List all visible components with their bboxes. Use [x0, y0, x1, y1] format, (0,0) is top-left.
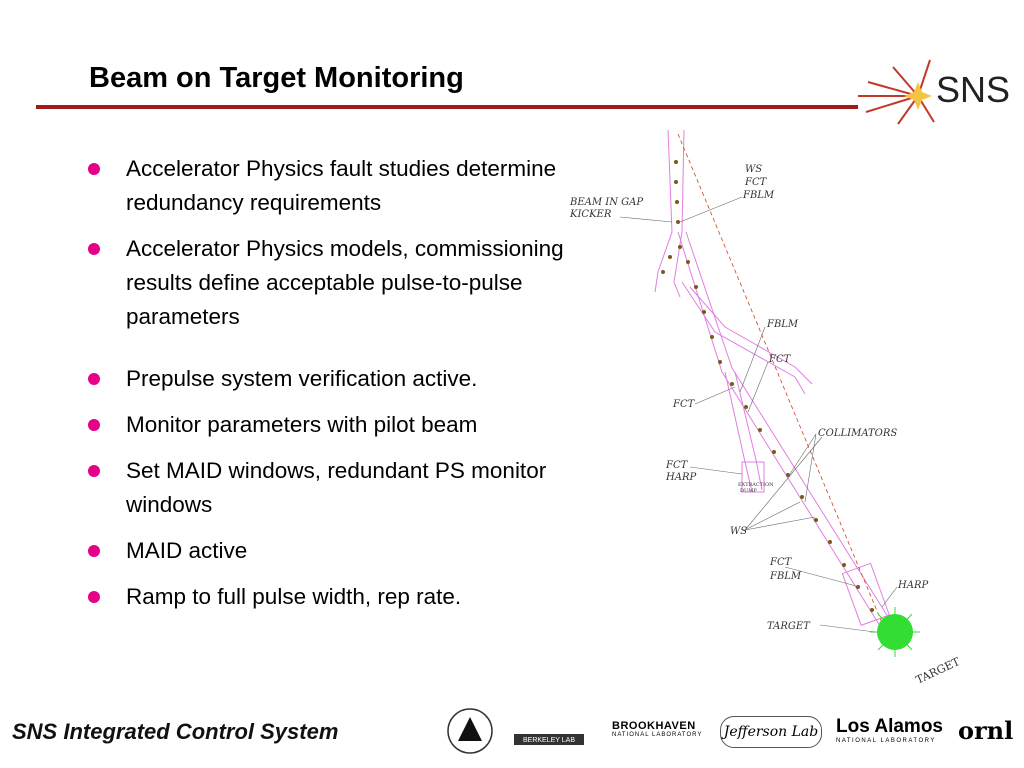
bullet-dot-icon	[88, 243, 100, 255]
label-dump: DUMP	[740, 488, 757, 494]
label-fct-4: FCT	[666, 460, 688, 471]
los-alamos-logo: Los Alamos NATIONAL LABORATORY	[836, 716, 943, 744]
bullet-item: Prepulse system verification active.	[88, 362, 618, 396]
label-harp: HARP	[666, 472, 697, 483]
label-fblm-3: FBLM	[770, 571, 802, 582]
label-target-rotated: TARGET	[913, 655, 962, 687]
bullet-item: Set MAID windows, redundant PS monitor windows	[88, 454, 618, 522]
beamline-diagram	[560, 122, 1024, 692]
label-extraction: EXTRACTION	[738, 482, 774, 488]
label-beam-in-gap: BEAM IN GAP	[570, 197, 644, 208]
bullet-item: Accelerator Physics fault studies determine redundancy requirements	[88, 152, 618, 220]
ornl-logo: ornl	[958, 716, 1014, 745]
bullet-dot-icon	[88, 591, 100, 603]
argonne-logo	[446, 705, 494, 757]
label-harp-2: HARP	[898, 580, 929, 591]
label-target: TARGET	[767, 621, 810, 632]
bullet-list	[88, 152, 618, 614]
bullet-item: Monitor parameters with pilot beam	[88, 408, 618, 442]
sns-logo-text: SNS	[936, 69, 1011, 110]
label-fblm: FBLM	[743, 190, 775, 201]
slide-title: Beam on Target Monitoring	[89, 62, 464, 94]
berkeley-lab-logo: BERKELEY LAB	[514, 708, 584, 754]
label-fct-2: FCT	[769, 354, 791, 365]
brookhaven-logo: BROOKHAVEN NATIONAL LABORATORY	[612, 720, 703, 738]
label-ws-2: WS	[730, 526, 748, 537]
label-kicker: KICKER	[570, 209, 612, 220]
bullet-item: MAID active	[88, 534, 618, 568]
bullet-dot-icon	[88, 373, 100, 385]
label-fct-3: FCT	[673, 399, 695, 410]
label-fct-5: FCT	[770, 557, 792, 568]
footer-title: SNS Integrated Control System	[12, 719, 339, 744]
label-collimators: COLLIMATORS	[818, 428, 898, 439]
bullet-dot-icon	[88, 419, 100, 431]
bullet-dot-icon	[88, 465, 100, 477]
label-fct: FCT	[745, 177, 767, 188]
bullet-item: Accelerator Physics models, commissioning results define acceptable pulse-to-pulse parameters	[88, 232, 618, 334]
jefferson-lab-logo: Jefferson Lab	[720, 716, 822, 748]
sns-logo	[848, 52, 1011, 132]
label-ws: WS	[745, 164, 763, 175]
bullet-dot-icon	[88, 545, 100, 557]
label-fblm-2: FBLM	[767, 319, 799, 330]
bullet-dot-icon	[88, 163, 100, 175]
title-rule	[36, 105, 858, 109]
bullet-item: Ramp to full pulse width, rep rate.	[88, 580, 618, 614]
